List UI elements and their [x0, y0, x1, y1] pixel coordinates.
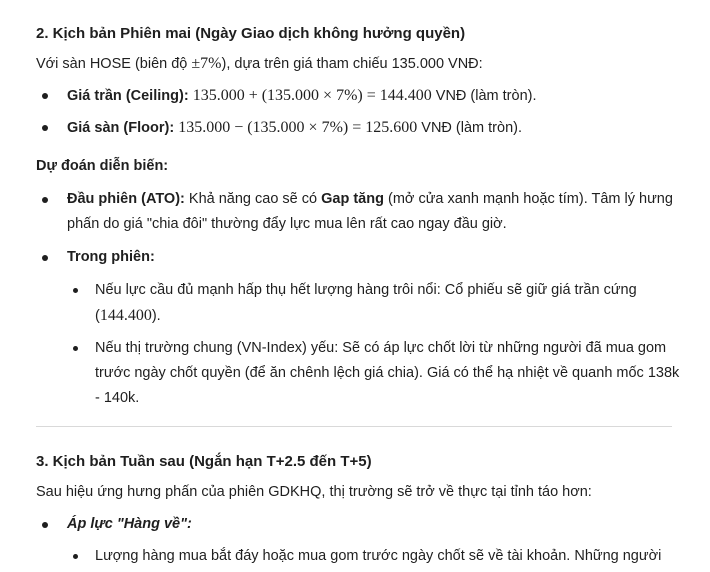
sub1-math: 144.400	[99, 307, 152, 324]
session-label: Trong phiên:	[67, 249, 155, 265]
list-item-ceiling	[67, 83, 677, 109]
pressure-sub1-text: Lượng hàng mua bắt đáy hoặc mua gom trước ngày chốt sẽ về tài khoản. Những người	[95, 548, 662, 564]
ato-text-pre: Khả năng cao sẽ có	[184, 191, 322, 207]
section-2-heading: 2. Kịch bản Phiên mai (Ngày Giao dịch không hưởng quyền)	[36, 25, 466, 42]
bullet-icon	[73, 554, 78, 559]
sub1-text-pre: Nếu lực cầu đủ mạnh hấp thụ hết lượng hàng trôi nổi: Cổ phiếu sẽ giữ giá trần cứng (	[95, 282, 637, 324]
list-item-ato	[67, 187, 677, 237]
pressure-label: Áp lực "Hàng về":	[67, 516, 192, 532]
bullet-icon	[73, 346, 78, 351]
ato-text-post: (mở cửa xanh mạnh hoặc tím). Tâm lý hưng phấn do giá "chia đôi" thường đẩy lực mua lên rất cao ngay đầu giờ.	[67, 191, 673, 232]
ato-highlight: Gap tăng	[321, 191, 384, 207]
bullet-icon	[42, 255, 48, 261]
list-item-floor	[67, 115, 677, 141]
section-2-intro	[36, 55, 483, 73]
floor-label: Giá sàn (Floor):	[67, 120, 175, 136]
list-item-session	[67, 245, 677, 270]
intro-math: ±7%	[191, 55, 222, 72]
sub-item-strong-demand	[95, 278, 680, 329]
sub2-text: Nếu thị trường chung (VN-Index) yếu: Sẽ có áp lực chốt lời từ những người đã mua gom trước ngày chốt quyền (để ăn chênh lệch giá chia). Giá có thể hạ nhiệt về quanh mốc 138k - 140k.	[95, 340, 680, 406]
section-3-intro: Sau hiệu ứng hưng phấn của phiên GDKHQ, thị trường sẽ trở về thực tại tỉnh táo hơn:	[36, 484, 592, 500]
sub-item-returning-shares	[95, 544, 680, 569]
list-item-pressure	[67, 512, 677, 537]
sub1-text-post: ).	[151, 308, 161, 324]
intro-text-post: ), dựa trên giá tham chiếu 135.000 VNĐ:	[221, 56, 483, 72]
ceiling-formula: 135.000 + (135.000 × 7%) = 144.400	[192, 87, 432, 104]
sub-item-weak-market	[95, 336, 680, 411]
ceiling-note: VNĐ (làm tròn).	[431, 88, 537, 104]
forecast-heading: Dự đoán diễn biến:	[36, 158, 169, 174]
floor-formula: 135.000 − (135.000 × 7%) = 125.600	[178, 119, 418, 136]
section-divider	[36, 426, 672, 427]
bullet-icon	[42, 197, 48, 203]
intro-text-pre: Với sàn HOSE (biên độ	[36, 56, 192, 72]
floor-note: VNĐ (làm tròn).	[417, 120, 522, 136]
ceiling-label: Giá trần (Ceiling):	[67, 88, 189, 104]
bullet-icon	[42, 522, 48, 528]
bullet-icon	[73, 288, 78, 293]
ato-label: Đầu phiên (ATO):	[67, 191, 185, 207]
bullet-icon	[42, 93, 48, 99]
section-3-heading: 3. Kịch bản Tuần sau (Ngắn hạn T+2.5 đến T+5)	[36, 453, 372, 470]
bullet-icon	[42, 125, 48, 131]
